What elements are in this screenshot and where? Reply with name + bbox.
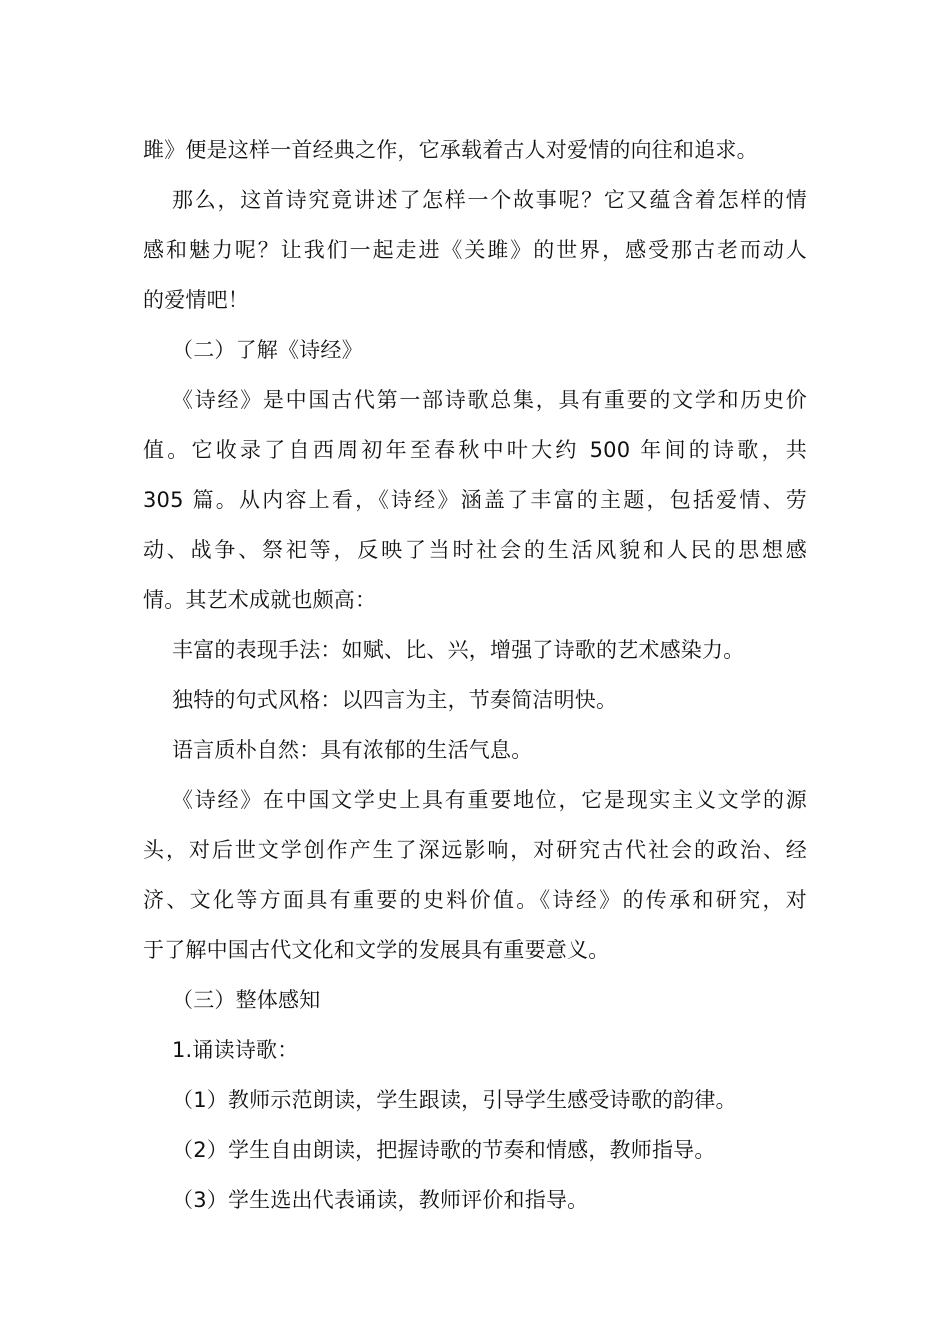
list-item-expression: 丰富的表现手法：如赋、比、兴，增强了诗歌的艺术感染力。 bbox=[172, 638, 745, 662]
section-heading-overall-perception: （三）整体感知 bbox=[172, 988, 321, 1012]
paragraph-shijing-line-5: 情。其艺术成就也颇高： bbox=[143, 588, 377, 612]
paragraph-significance-line-4: 于了解中国古代文化和文学的发展具有重要意义。 bbox=[143, 938, 610, 962]
step-item-3: （3）学生选出代表诵读，教师评价和指导。 bbox=[172, 1188, 589, 1212]
paragraph-shijing-line-1: 《诗经》是中国古代第一部诗歌总集，具有重要的文学和历史价 bbox=[172, 388, 807, 412]
paragraph-significance-line-2: 头，对后世文学创作产生了深远影响，对研究古代社会的政治、经 bbox=[143, 838, 807, 862]
paragraph-shijing-line-2: 值。它收录了自西周初年至春秋中叶大约 500 年间的诗歌，共 bbox=[143, 438, 807, 462]
paragraph-intro-end: 雎》便是这样一首经典之作，它承载着古人对爱情的向往和追求。 bbox=[143, 138, 758, 162]
paragraph-shijing-line-3: 305 篇。从内容上看，《诗经》涵盖了丰富的主题，包括爱情、劳 bbox=[143, 488, 807, 512]
section-heading-understand-shijing: （二）了解《诗经》 bbox=[172, 338, 363, 362]
paragraph-question-line-3: 的爱情吧！ bbox=[143, 288, 249, 312]
list-item-sentence-style: 独特的句式风格：以四言为主，节奏简洁明快。 bbox=[172, 688, 618, 712]
paragraph-significance-line-1: 《诗经》在中国文学史上具有重要地位，它是现实主义文学的源 bbox=[172, 788, 807, 812]
step-item-1: （1）教师示范朗读，学生跟读，引导学生感受诗歌的韵律。 bbox=[172, 1088, 737, 1112]
paragraph-shijing-line-4: 动、战争、祭祀等，反映了当时社会的生活风貌和人民的思想感 bbox=[143, 538, 807, 562]
step-item-2: （2）学生自由朗读，把握诗歌的节奏和情感，教师指导。 bbox=[172, 1138, 716, 1162]
paragraph-significance-line-3: 济、文化等方面具有重要的史料价值。《诗经》的传承和研究，对 bbox=[143, 888, 807, 912]
list-item-language: 语言质朴自然：具有浓郁的生活气息。 bbox=[172, 738, 533, 762]
paragraph-question-line-1: 那么，这首诗究竟讲述了怎样一个故事呢？它又蕴含着怎样的情 bbox=[172, 188, 807, 212]
subheading-recite-poem: 1.诵读诗歌： bbox=[172, 1038, 299, 1062]
paragraph-question-line-2: 感和魅力呢？让我们一起走进《关雎》的世界，感受那古老而动人 bbox=[143, 238, 807, 262]
